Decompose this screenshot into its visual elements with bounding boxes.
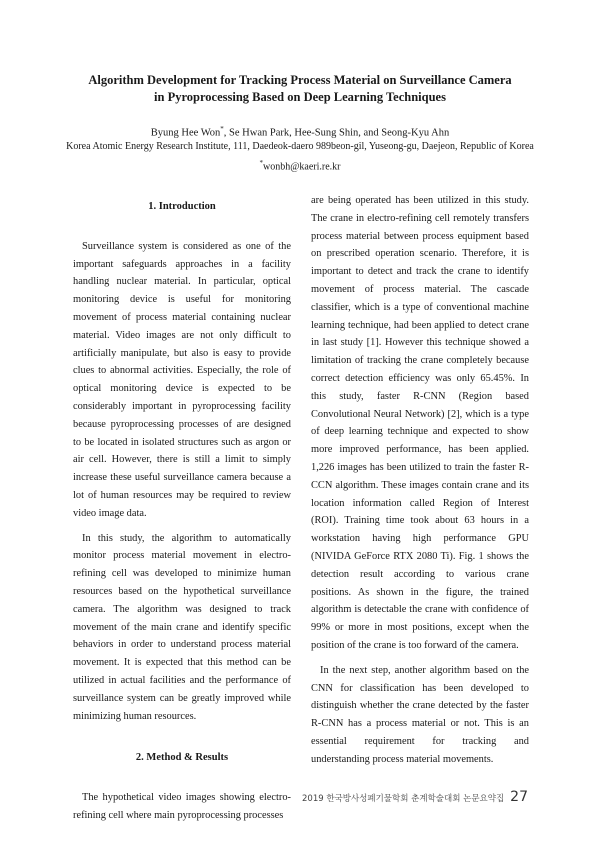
email-mark: * — [259, 159, 263, 167]
author-rest: , Se Hwan Park, Hee-Sung Shin, and Seong-Kyu Ahn — [223, 127, 450, 139]
method-paragraph-2: In the next step, another algorithm based on the CNN for classification has been developed to distinguish whether the crane detected by the faster R-CNN has a process material or not. This is an essential requirement for tracking and understanding process material movements. — [311, 664, 529, 765]
corresponding-mark: * — [220, 125, 224, 133]
method-paragraph-1-start: The hypothetical video images showing electro-refining cell where main pyroprocessing processes — [73, 792, 291, 821]
left-column — [73, 189, 291, 832]
affiliation: Korea Atomic Energy Research Institute, 111, Daedeok-daero 989beon-gil, Yuseong-gu, Daejeon, Republic of Korea — [66, 141, 534, 152]
right-column — [311, 192, 529, 776]
section-heading-introduction: 1. Introduction — [148, 201, 216, 212]
title-line-2: in Pyroprocessing Based on Deep Learning Techniques — [154, 90, 446, 104]
section-heading-method: 2. Method & Results — [135, 752, 229, 764]
author-list — [40, 122, 560, 141]
author-first: Byung Hee Won — [150, 127, 221, 139]
method-paragraph-1-continued: are being operated has been utilized in this study. The crane in electro-refining cell remotely transfers process material between process equipment based on prescribed operation scenario. Therefore, it is important to detect and track the crane to identify movement of process material. The cascade classifier, which is a type of conventional machine learning technique, had been applied to detect crane in last study [1]. However this technique showed a limitation of tracking the crane completely because correct detection efficiency was only 65.45%. In this study, faster R-CNN (Region based Convolutional Neural Network) [2], which is a type of deep learning technique and expected to show more improved performance, has been applied. 1,226 images has been utilized to train the faster R-CCN algorithm. These images contain crane and its location information called Region of Interest (ROI). Training time took about 63 hours in a workstation having high performance GPU (NIVIDA GeForce RTX 2080 Ti). Fig. 1 shows the detection result according to various crane positions. As shown in the figure, the trained algorithm is detectable the crane with confidence of 99% or more in most positions, except when the position of the crane is too forward of the camera. — [311, 195, 529, 651]
page-footer — [302, 789, 528, 805]
proceedings-name: 2019 한국방사성폐기물학회 춘계학술대회 논문요약집 — [302, 794, 505, 804]
paper-title — [40, 72, 560, 106]
page-number: 27 — [510, 789, 528, 805]
title-line-1: Algorithm Development for Tracking Process Material on Surveillance Camera — [88, 73, 512, 87]
contact-email — [40, 156, 560, 174]
intro-paragraph-1: Surveillance system is considered as one of the important safeguards approaches in a facility handling nuclear material. In particular, optical monitoring device is useful for monitoring movement of process material containing nuclear material. Video images are not only difficult to artificially manipulate, but also is easy to provide clues to abnormal activities. Especially, the role of optical monitoring device is expected to be considerably important in pyroprocessing facility because pyroprocessing processes of are designed to be located in isolated structures such as argon or air cell. However, there is still a limit to simply increase these useful surveillance camera because a lot of human resources may be required to review video image data. — [73, 240, 291, 519]
intro-paragraph-2: In this study, the algorithm to automatically monitor process material movement in electro-refining cell was developed to minimize human resources based on the hypothetical surveillance camera. The algorithm was designed to track movement of the main crane and identify specific behaviors in order to understand process material movement. It is expected that this method can be utilized in actual facilities and the performance of surveillance system can be greatly improved while minimizing human resources. — [73, 532, 291, 722]
email-address: wonbh@kaeri.re.kr — [262, 161, 341, 173]
